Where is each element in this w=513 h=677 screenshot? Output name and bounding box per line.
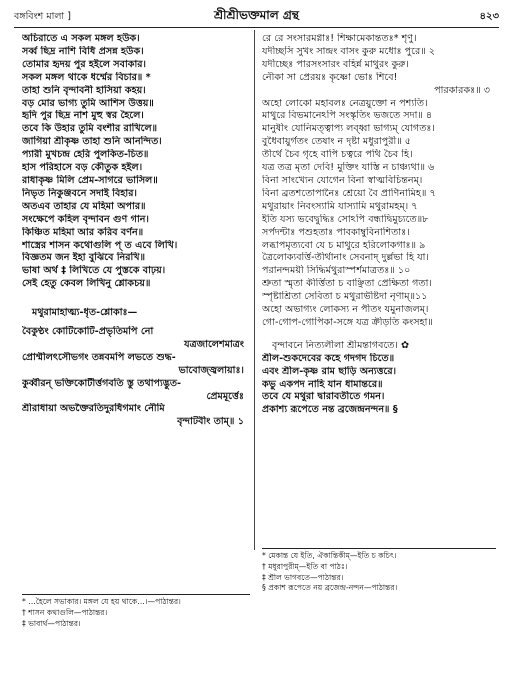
verse-line: সংক্ষেপে কহিল বৃন্দাবন গুণ গান। bbox=[22, 213, 149, 225]
verse-line: প্রকাশ্য রূপেতে নন্ত ব্রজেন্দ্রনন্দন॥ § bbox=[262, 404, 398, 416]
sanskrit-verse-line: তীর্থে চৈব গৃহে বাপি চত্বরে পথি চৈব হি। bbox=[262, 149, 413, 161]
verse-line: জাগিয়া শ্রীকৃষ্ণ তাহা শুনি আনন্দিত। bbox=[22, 136, 162, 148]
sanskrit-verse-line: ত্রৈলোক্যবর্ত্তি-তীর্থানাং সেবনাদ্ দুর্ল্লভা হি যা। bbox=[262, 252, 429, 264]
sanskrit-verse-line: ভাবোজ্জ্বলায়াঃ। bbox=[178, 364, 244, 376]
verse-line: বড় মোর ভাগ্য তুমি আশিস উত্তয়॥ bbox=[22, 97, 154, 109]
sanskrit-verse-line: পরানন্দময়ী সিদ্ধির্মথুরাস্পর্শমাত্রতঃ॥ ১০ bbox=[262, 265, 411, 277]
sanskrit-verse-line: মথুরায়াং নিবংস্যামি যাস্যামি মথুরামহম্। ৭ bbox=[262, 200, 418, 212]
verse-line: সর্ব্ব ছিদ্র নাশি বিধি প্রসন্ন হউক। bbox=[22, 45, 144, 57]
page-header bbox=[14, 6, 499, 24]
header-rule bbox=[14, 27, 499, 28]
sanskrit-verse-line: যদীচ্ছসি সুখং সান্দ্রং বাসং কুরু মধোঃ পুরে॥ ২ bbox=[262, 45, 436, 57]
sanskrit-verse-line: শ্রুতা স্মৃতা কীর্ত্তিতা চ বাঞ্ছিতা প্রেক্ষিতা গতা। bbox=[262, 278, 432, 290]
right-verse-block-c bbox=[262, 353, 496, 418]
footnote-line: § প্রকাশ রূপেতে নয় ব্রজেন্দ্র-নন্দন—পাঠান্তর। bbox=[262, 583, 398, 593]
sanskrit-verse-line: স্পৃষ্টাশ্রিতা সেবিতা চ মথুরাভীষ্টদা নৃণাম্॥১১ bbox=[262, 291, 428, 303]
column-divider bbox=[254, 30, 255, 550]
sanskrit-verse-line: প্রোম্মীলৎসৌভগং তন্নবমপি লভতে শুদ্ধ- bbox=[22, 351, 176, 363]
footnote-line: † শাসন কথাগুলি—পাঠান্তর। bbox=[22, 607, 108, 617]
verse-line: কিঞ্চিত মহিমা আর করিব বর্ণন॥ bbox=[22, 226, 144, 238]
sanskrit-verse-line: যত্রজালেশমাত্রং bbox=[184, 338, 244, 350]
verse-line: হৃদি পুর ছিদ্র নাশ মুহু স্বর হৈলে। bbox=[22, 110, 144, 122]
verse-line: সেই হেতু কেবল লিখিনু শ্লোকচয়॥ bbox=[22, 278, 151, 290]
sanskrit-verse-line: অহো অভাগ্যং লোকস্য ন পীতং যমুনাজলম্। bbox=[262, 304, 429, 316]
mahatmya-heading: মথুরামাহাত্ম্য-ধৃত-শ্লোকাঃ— bbox=[32, 307, 138, 319]
sanskrit-verse-line: প্রেমমূর্ত্তেঃ bbox=[206, 390, 244, 402]
header-volume: বঙ্গবিংশ মালা ] bbox=[14, 11, 71, 22]
verse-line: তবে যে মথুরা দ্বারাবতীতে গমন। bbox=[262, 391, 385, 403]
sanskrit-verse-line: রে রে সংসারমগ্নাঃ! শিক্ষামেকান্ততঃ* শৃণু। bbox=[262, 33, 417, 44]
sanskrit-verse-line: বৃন্দাটবীং তাম্॥ ১ bbox=[177, 416, 244, 428]
footnote-rule-left bbox=[22, 594, 250, 595]
paraka-heading: পারকারকঃ॥ ৩ bbox=[434, 84, 490, 96]
footnote-line: † মধুরাপুরীম্—ইতি বা পাঠঃ। bbox=[262, 561, 348, 571]
page-number: ৪২৩ bbox=[479, 11, 499, 22]
verse-line: তোমার হৃদয় পুর হইলে সবাকার। bbox=[22, 58, 146, 70]
footnote-line: ‡ ভাবার্থ—পাঠান্তর। bbox=[22, 618, 81, 628]
verse-line: তাহা শুনি বৃন্দাবনী হাসিয়া কহয়। bbox=[22, 84, 146, 96]
right-column bbox=[262, 33, 496, 417]
sanskrit-verse-line: অহো লোকো মহাবলঃ নেত্রয়ুক্তো ন পশ্যতি। bbox=[262, 97, 428, 109]
sanskrit-verse-line: কুর্ব্বীরন্ ভক্তিকোটীর্ত্তগবতি স্তু তথাপ্যদ্ভুত- bbox=[22, 377, 182, 389]
mahatmya-verse-block bbox=[22, 326, 250, 429]
left-verse-block bbox=[22, 33, 250, 291]
sanskrit-verse-line: গো-গোপ-গোপিকা-সঙ্গে যত্র ক্রীড়তি কংসহা॥ bbox=[262, 316, 433, 328]
verse-line: এবং শ্রীল-কৃষ্ণ রাম ছাড়ি অন্যত্তরে। bbox=[262, 365, 397, 377]
sanskrit-verse-line: সর্পদন্টাঃ পশুহতাঃ পাবকাম্বুবিনাশিতাঃ। bbox=[262, 226, 410, 238]
sanskrit-verse-line: মাথুরে বিভমানেঽপি সংস্কৃতিং ভজতে সদা॥ ৪ bbox=[262, 110, 433, 122]
vrindavan-heading: বৃন্দাবনে নিত্যলীলা শ্রীমন্তাগবতে। ✿ bbox=[272, 339, 410, 351]
sanskrit-verse-line: বিনা সাংখ্যেন যোগেন বিনা স্বাত্মবিচিন্তনম্। bbox=[262, 174, 423, 186]
footnote-line: * …হৈলে সভাকার। মঙ্গল যে হয় থাকে…।—পাঠান্তর। bbox=[22, 597, 181, 606]
right-verse-block-b bbox=[262, 98, 496, 330]
footnote-rule-right bbox=[262, 548, 496, 549]
verse-line: অচিরাতে এ সকল মঙ্গল হউক। bbox=[22, 33, 140, 44]
sanskrit-verse-line: শ্রীরাধায়া অভক্তৈরতিদুরধিগমাং নৌমি bbox=[22, 403, 165, 415]
right-verse-block-a bbox=[262, 33, 496, 85]
sanskrit-verse-line: লব্ধাপমৃত্যবো যে চ মাথুরে হরিলোকগাঃ॥ ৯ bbox=[262, 239, 426, 251]
verse-line: রাধাকৃষ্ণ মিলি প্রেম-সাগরে ভাসিল॥ bbox=[22, 174, 158, 186]
verse-line: সকল মঙ্গল থাকে ধর্ম্মের বিচার॥ * bbox=[22, 71, 151, 83]
verse-line: ভাষা অর্থ ‡ লিখিতে যে পুস্তকে বাঢ়য়। bbox=[22, 265, 166, 277]
sanskrit-verse-line: ইতি যস্য ভবেদ্বুদ্ধিঃ সোঽপি বন্ধাদ্বিমুচ্যতে॥৮ bbox=[262, 213, 429, 225]
sanskrit-verse-line: বিনা ব্রতশতোপানৈঃ শ্রেয়ো বৈ প্রাণিনামিহ॥ ৭ bbox=[262, 187, 436, 199]
sanskrit-verse-line: মানুষীং যোনিমত্ত্বাপ্য লব্ধ্বা ভাগ্যম্ যোগতঃ। bbox=[262, 123, 435, 135]
left-column bbox=[22, 33, 250, 429]
verse-line: হাস পরিহাসে বড় কৌতুক হইল। bbox=[22, 162, 143, 174]
verse-line: প্যারী মুখচন্দ্র হেরি পুলকিত-চিত॥ bbox=[22, 149, 149, 161]
sanskrit-verse-line: বৈকুণ্ঠং কোটিকোটি-প্রভৃতিমপি নো bbox=[22, 326, 154, 338]
verse-line: অতএব তাহার যে মহিমা অপার॥ bbox=[22, 200, 146, 212]
verse-line: তবে কি উহার তুমি বংশীর রাখিলে॥ bbox=[22, 123, 158, 135]
verse-line: শ্রীল-শুকদেবের কহে গদগদ চিতে॥ bbox=[262, 352, 395, 364]
verse-line: কভু একপদ নাহি যান ধামান্তরে॥ bbox=[262, 378, 383, 390]
sanskrit-verse-line: যত্র তত্র মৃতা দেবি! মুক্তিং যাস্তি ন চাঞ্চ্যথা॥ ৬ bbox=[262, 162, 435, 174]
footnote-line: ‡ শ্রীল ভাগবতে—পাঠান্তর। bbox=[262, 572, 344, 582]
footnotes-right bbox=[262, 551, 496, 594]
verse-line: শাস্ত্রের শাসন কথোগুলি প্ ত এবে লিখি। bbox=[22, 239, 178, 251]
verse-line: বিজ্ঞতম জন ইহা বুঝিবে নিরখি॥ bbox=[22, 252, 146, 264]
footnote-line: * মেকান্ত যে ইতি, ঐকান্তিকীম্—ইতি চ কচিৎ। bbox=[262, 551, 397, 560]
sanskrit-verse-line: নৌকা সা প্রেরয়ঃ কৃষ্ণো ভোঃ শিবে! bbox=[262, 71, 398, 83]
verse-line: নিভৃত নিকুঞ্জবনে সদাই বিহার। bbox=[22, 187, 137, 199]
sanskrit-verse-line: বুধৈবায়ুর্গতং তেষাং ন দৃষ্টা মধুরাপুরী॥ ৫ bbox=[262, 136, 411, 148]
sanskrit-verse-line: যদীচ্ছেঃ পারসংসারং বহির্ন্ন মাথুরং কুরু। bbox=[262, 58, 409, 70]
footnotes-left bbox=[22, 597, 250, 629]
header-title: শ্রীশ্রীভক্তমাল গ্রন্থ bbox=[214, 8, 299, 22]
